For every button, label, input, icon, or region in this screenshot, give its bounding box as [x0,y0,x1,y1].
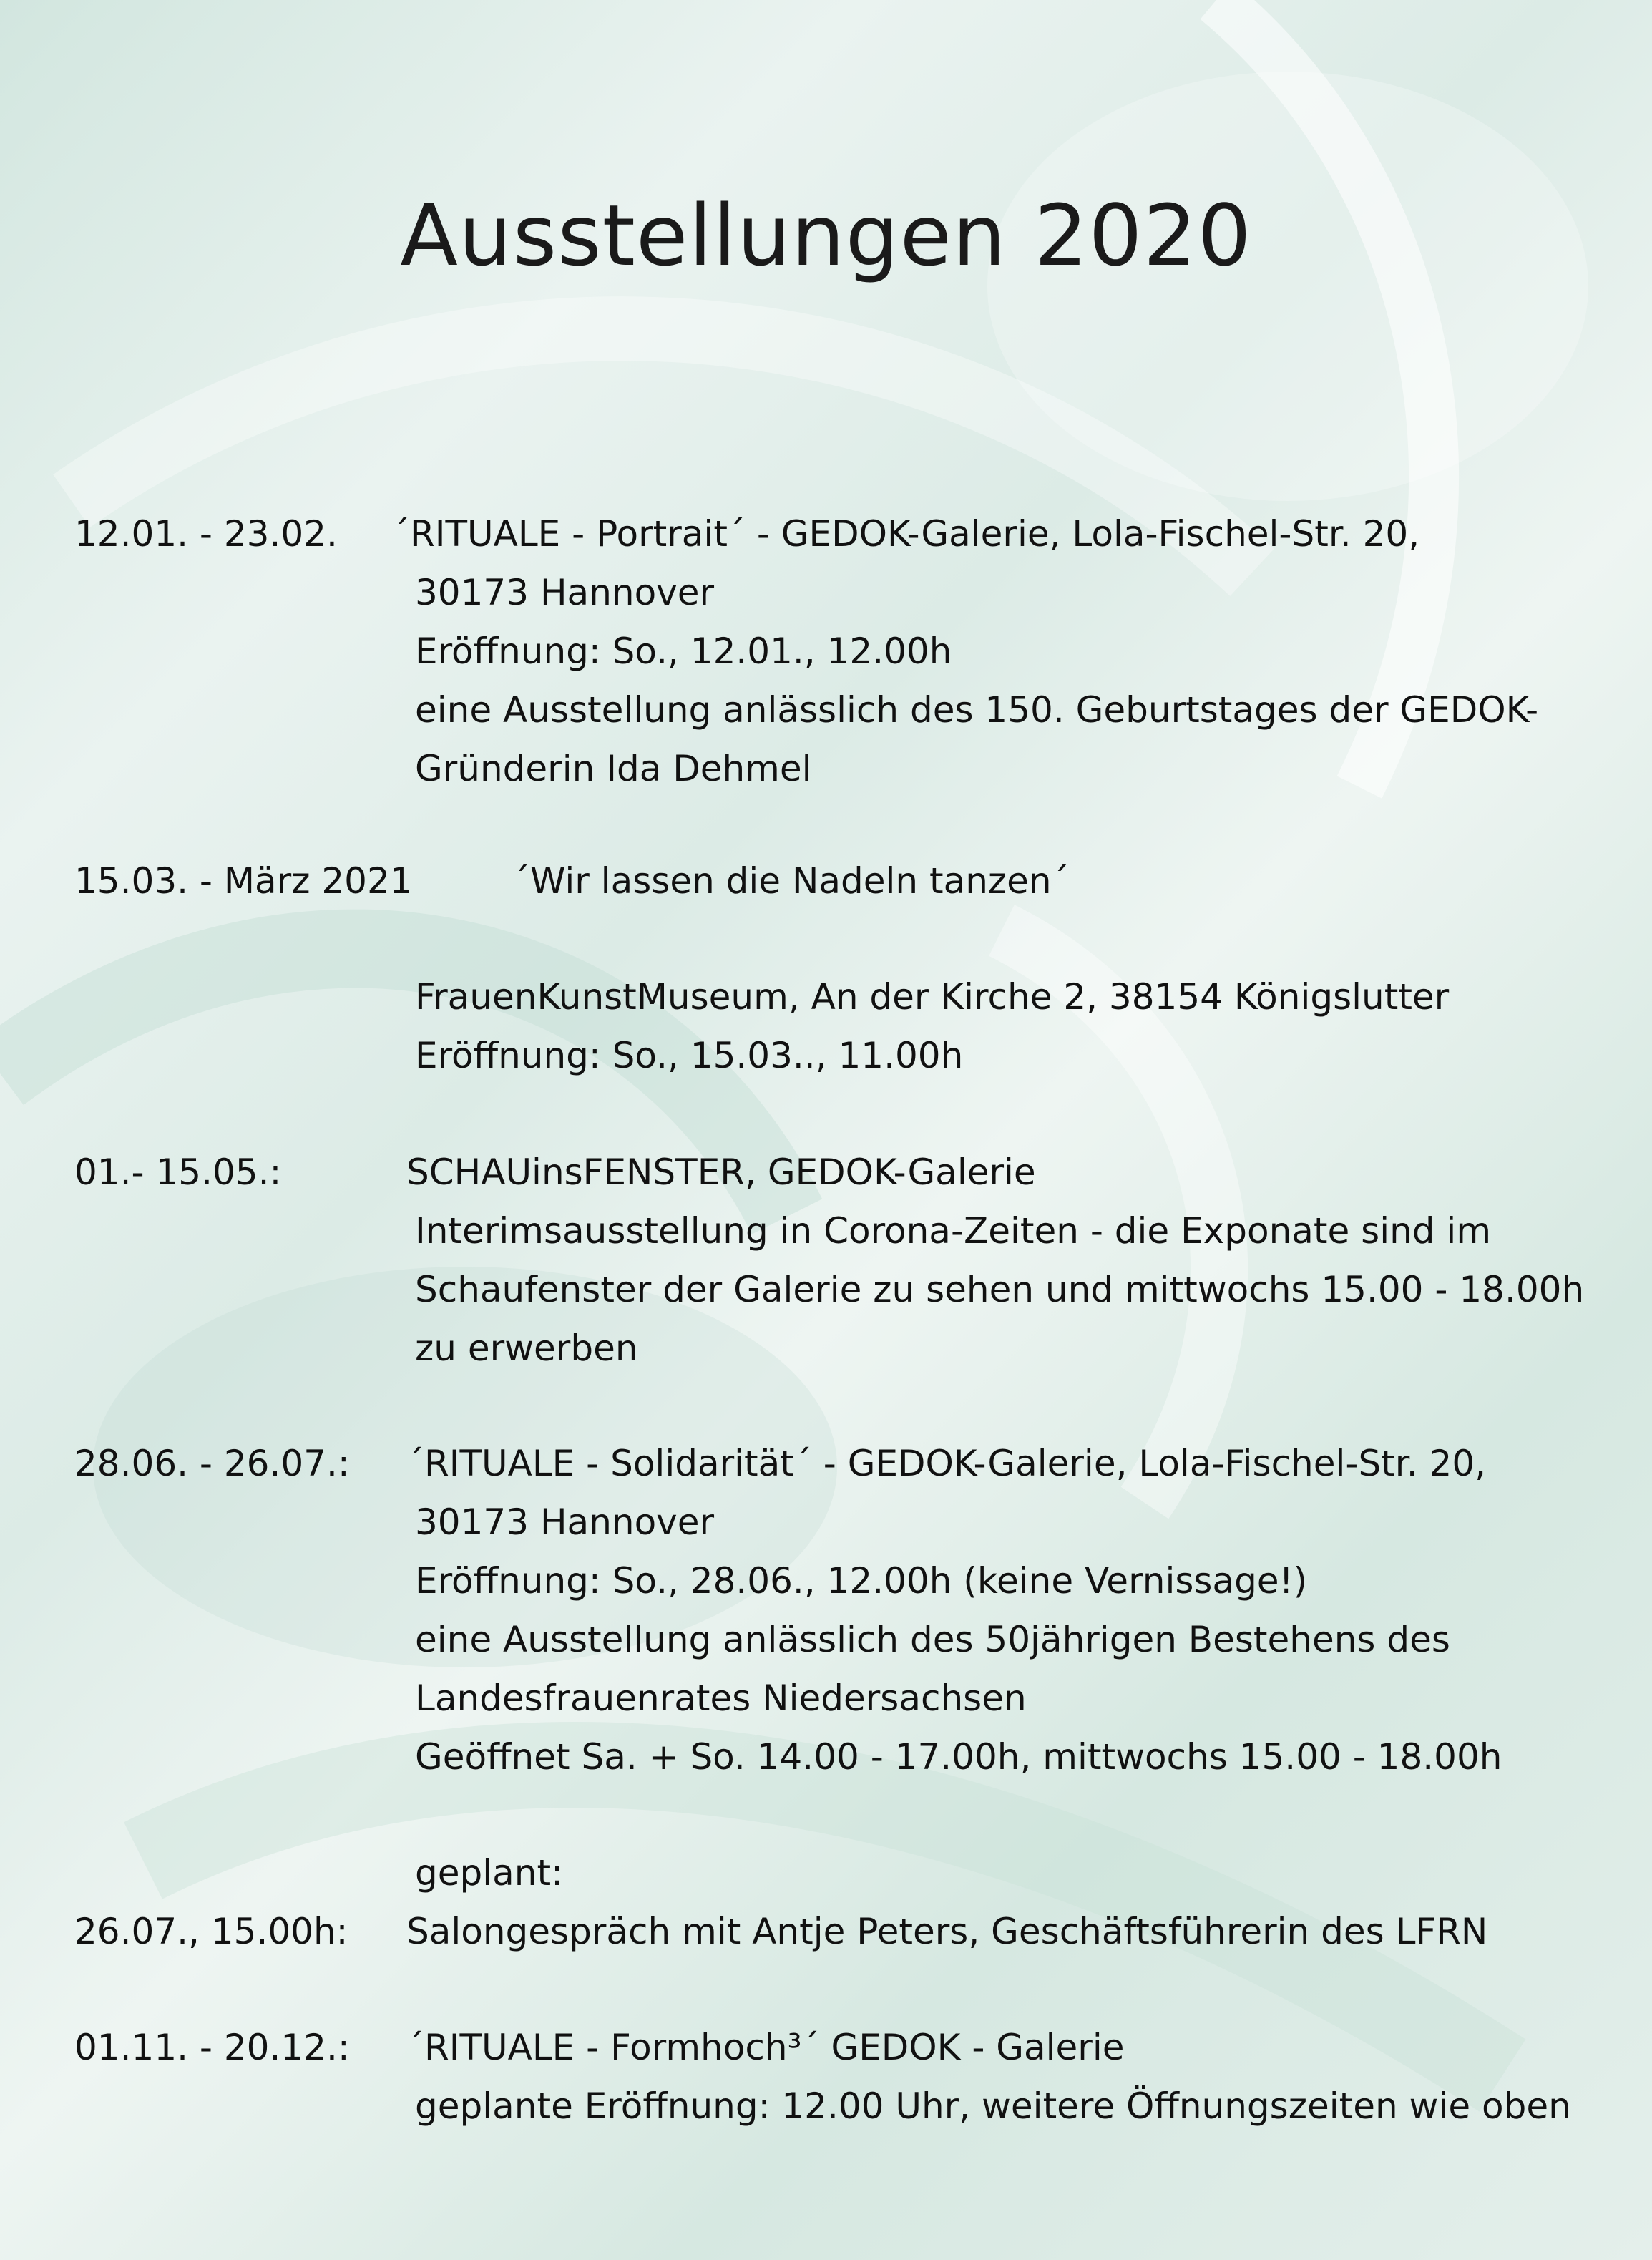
entry-line: Gründerin Ida Dehmel [415,748,812,789]
entry-date: 28.06. - 26.07.: [74,1443,350,1484]
entry-date: 26.07., 15.00h: [74,1911,348,1952]
entry-title: ´RITUALE - Formhoch³´ GEDOK - Galerie [406,2027,1125,2068]
entry-line: geplante Eröffnung: 12.00 Uhr, weitere Öffnungszeiten wie oben [415,2085,1571,2127]
entry-line: eine Ausstellung anlässlich des 150. Geburtstages der GEDOK- [415,689,1539,731]
entry-line: 30173 Hannover [415,572,715,613]
page-title: Ausstellungen 2020 [400,186,1252,285]
entry-line: zu erwerben [415,1328,638,1369]
entry-line: FrauenKunstMuseum, An der Kirche 2, 38154 Königslutter [415,976,1450,1018]
entry-line: 30173 Hannover [415,1501,715,1543]
entry-date: 01.11. - 20.12.: [74,2027,350,2068]
entry-note: geplant: [415,1852,563,1894]
entry-line: Schaufenster der Galerie zu sehen und mittwochs 15.00 - 18.00h [415,1269,1585,1310]
entry-date: 01.- 15.05.: [74,1151,282,1193]
entry-title: Salongespräch mit Antje Peters, Geschäftsführerin des LFRN [406,1911,1488,1952]
entry-title: ´Wir lassen die Nadeln tanzen´ [512,860,1070,902]
entry-line: Eröffnung: So., 12.01., 12.00h [415,630,952,672]
entry-title: ´RITUALE - Portrait´ - GEDOK-Galerie, Lola-Fischel-Str. 20, [392,513,1420,555]
entry-line: Interimsausstellung in Corona-Zeiten - die Exponate sind im [415,1210,1492,1252]
entry-line: Geöffnet Sa. + So. 14.00 - 17.00h, mittwochs 15.00 - 18.00h [415,1736,1502,1778]
entry-line: Eröffnung: So., 28.06., 12.00h (keine Vernissage!) [415,1560,1308,1602]
entry-line: Landesfrauenrates Niedersachsen [415,1677,1027,1719]
entry-title: ´RITUALE - Solidarität´ - GEDOK-Galerie, Lola-Fischel-Str. 20, [406,1443,1487,1484]
entry-line: Eröffnung: So., 15.03.., 11.00h [415,1035,964,1076]
entry-line: eine Ausstellung anlässlich des 50jährigen Bestehens des [415,1619,1450,1660]
entry-date: 12.01. - 23.02. [74,513,338,555]
entry-date: 15.03. - März 2021 [74,860,413,902]
entry-title: SCHAUinsFENSTER, GEDOK-Galerie [406,1151,1036,1193]
